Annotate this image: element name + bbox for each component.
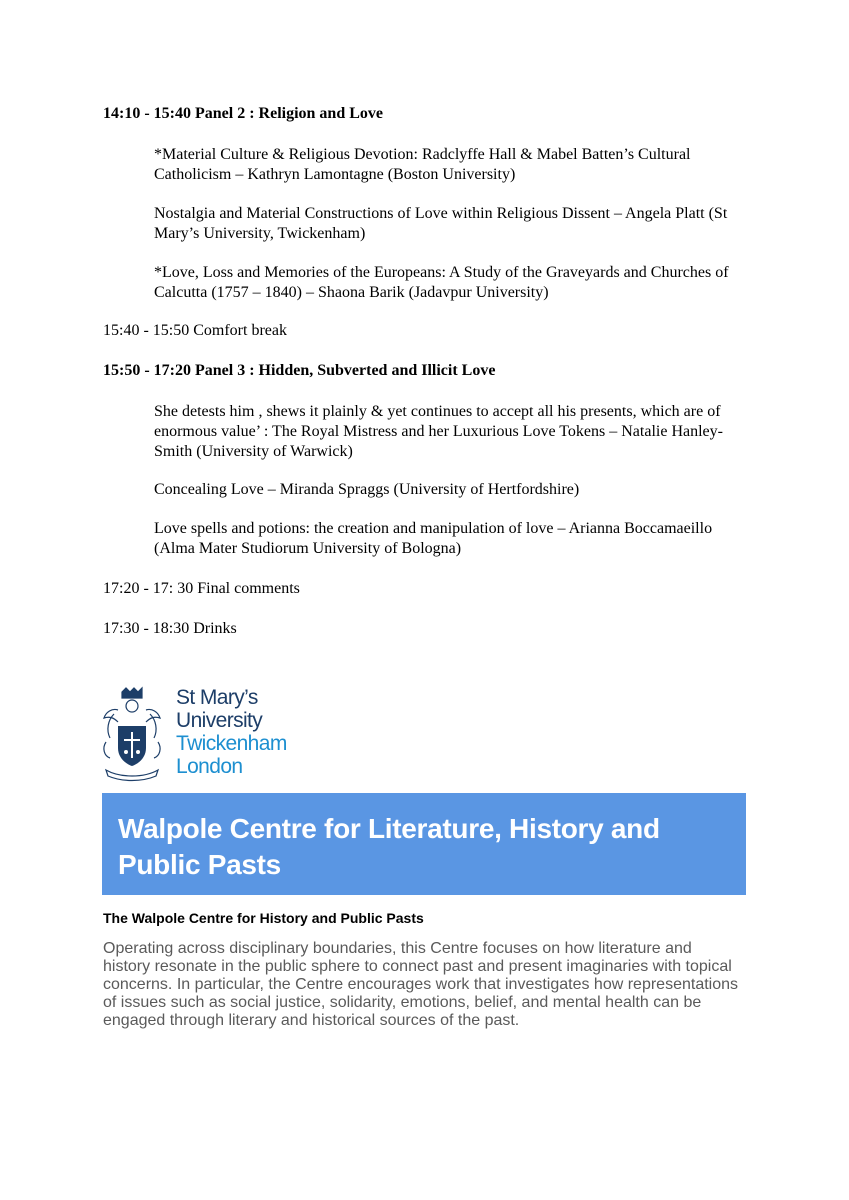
centre-banner bbox=[102, 793, 746, 895]
about-heading: The Walpole Centre for History and Public Pasts bbox=[103, 910, 424, 926]
panel-2-talk-3: *Love, Loss and Memories of the Europeans: A Study of the Graveyards and Churches of Calcutta (1757 – 1840) – Shaona Barik (Jadavpur University) bbox=[154, 264, 729, 301]
about-body: Operating across disciplinary boundaries, this Centre focuses on how literature and history resonate in the public sphere to connect past and present imaginaries with topical concerns. In particular, the Centre encourages work that investigates how representations of issues such as social justice, solidarity, emotions, belief, and mental health can be engaged through literary and historical sources of the past. bbox=[103, 940, 739, 1029]
university-crest-icon bbox=[100, 686, 164, 782]
panel-3-heading: 15:50 - 17:20 Panel 3 : Hidden, Subverted and Illicit Love bbox=[103, 362, 496, 379]
wordmark-line-1: St Mary’s bbox=[176, 686, 258, 709]
final-comments: 17:20 - 17: 30 Final comments bbox=[103, 580, 300, 597]
panel-3-talk-3: Love spells and potions: the creation and manipulation of love – Arianna Boccamaeillo (Alma Mater Studiorum University of Bologna) bbox=[154, 520, 713, 557]
panel-2-heading: 14:10 - 15:40 Panel 2 : Religion and Love bbox=[103, 105, 383, 122]
university-wordmark bbox=[176, 686, 287, 778]
drinks: 17:30 - 18:30 Drinks bbox=[103, 620, 237, 637]
banner-title: Walpole Centre for Literature, History and Public Pasts bbox=[118, 813, 660, 880]
panel-2-talk-1: *Material Culture & Religious Devotion: Radclyffe Hall & Mabel Batten’s Cultural Catholicism – Kathryn Lamontagne (Boston University) bbox=[154, 146, 691, 183]
wordmark-line-2: University bbox=[176, 709, 263, 732]
wordmark-line-4: London bbox=[176, 755, 243, 778]
comfort-break: 15:40 - 15:50 Comfort break bbox=[103, 322, 287, 339]
wordmark-line-3: Twickenham bbox=[176, 732, 287, 755]
panel-3-talk-2: Concealing Love – Miranda Spraggs (University of Hertfordshire) bbox=[154, 481, 580, 498]
panel-3-talk-1: She detests him , shews it plainly & yet continues to accept all his presents, which are of enormous value’ : The Royal Mistress and her Luxurious Love Tokens – Natalie Hanley-Smith (University of Warwick) bbox=[154, 403, 723, 460]
panel-2-talk-2: Nostalgia and Material Constructions of Love within Religious Dissent – Angela Platt (St Mary’s University, Twickenham) bbox=[154, 205, 728, 242]
